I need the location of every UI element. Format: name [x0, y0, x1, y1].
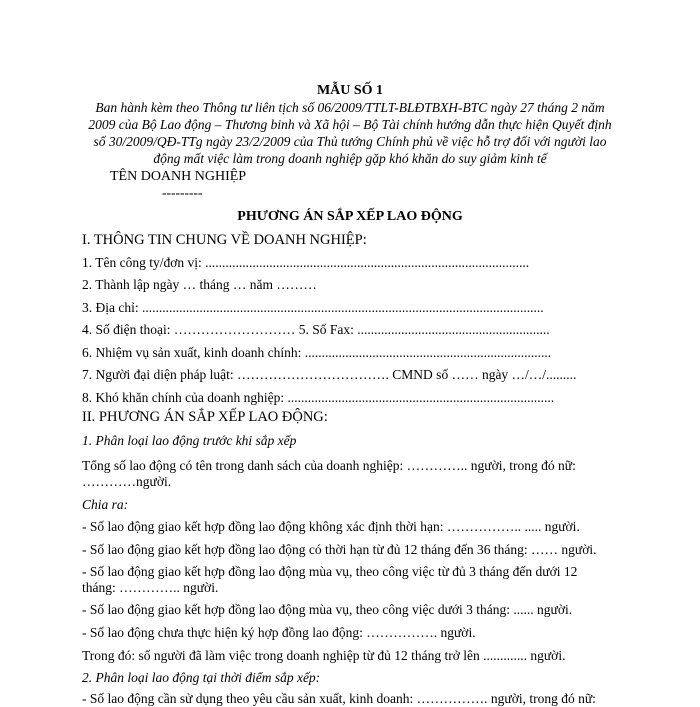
breakdown-item-4: - Số lao động giao kết hợp đồng lao động mùa vụ, theo công việc dưới 3 tháng: ...... người.: [82, 602, 573, 617]
total-workers-line-1: Tổng số lao động có tên trong danh sách của doanh nghiệp: ………….. người, trong đó nữ:: [82, 458, 576, 473]
breakdown-item-3-line-1: - Số lao động giao kết hợp đồng lao động mùa vụ, theo công việc từ đủ 3 tháng đến dưới 12: [82, 564, 578, 579]
company-separator: ---------: [162, 185, 203, 200]
issued-note-line-3: số 30/2009/QĐ-TTg ngày 23/2/2009 của Thủ tướng Chính phủ về việc hỗ trợ đối với người lao: [93, 134, 607, 149]
total-workers-line-2: …………người.: [82, 474, 172, 489]
founded-date-field: 2. Thành lập ngày … tháng … năm ………: [82, 277, 317, 292]
phone-fax-field: 4. Số điện thoại: ……………………… 5. Số Fax: .........................................................: [82, 322, 550, 337]
difficulties-field: 8. Khó khăn chính của doanh nghiệp: ...............................................................................: [82, 390, 555, 405]
business-field: 6. Nhiệm vụ sản xuất, kinh doanh chính: .........................................................................: [82, 345, 552, 360]
issued-note-line-1: Ban hành kèm theo Thông tư liên tịch số 06/2009/TTLT-BLĐTBXH-BTC ngày 27 tháng 2 năm: [95, 100, 605, 115]
breakdown-item-5: - Số lao động chưa thực hiện ký hợp đồng lao động: ……………. người.: [82, 625, 476, 640]
subsection2-item-1: - Số lao động cần sử dụng theo yêu cầu sản xuất, kinh doanh: ……………. người, trong đó nữ:: [82, 691, 596, 706]
tenure-note: Trong đó: số người đã làm việc trong doanh nghiệp từ đủ 12 tháng trở lên ............. người.: [82, 648, 566, 663]
form-code: MẪU SỐ 1: [316, 83, 384, 98]
company-name-field: 1. Tên công ty/đơn vị: ................................................................................................: [82, 255, 530, 270]
breakdown-label: Chia ra:: [82, 497, 129, 512]
company-label: TÊN DOANH NGHIỆP: [110, 169, 247, 184]
legal-representative-field: 7. Người đại diện pháp luật: ……………………………. CMND số …… ngày …/…/.........: [82, 367, 577, 382]
breakdown-item-2: - Số lao động giao kết hợp đồng lao động có thời hạn từ đủ 12 tháng đến 36 tháng: …… người.: [82, 542, 597, 557]
section2-heading: II. PHƯƠNG ÁN SẮP XẾP LAO ĐỘNG:: [82, 409, 328, 425]
subsection2-heading: 2. Phân loại lao động tại thời điểm sắp xếp:: [82, 670, 321, 685]
breakdown-item-1: - Số lao động giao kết hợp đồng lao động không xác định thời hạn: …………….. ..... người.: [82, 519, 580, 534]
breakdown-item-3-line-2: tháng: ………….. người.: [82, 580, 219, 595]
address-field: 3. Địa chỉ: .......................................................................................................................: [82, 300, 544, 315]
plan-title: PHƯƠNG ÁN SẮP XẾP LAO ĐỘNG: [237, 209, 463, 224]
section1-heading: I. THÔNG TIN CHUNG VỀ DOANH NGHIỆP:: [82, 232, 367, 248]
issued-note-line-4: động mất việc làm trong doanh nghiệp gặp khó khăn do suy giảm kinh tế: [153, 151, 547, 166]
issued-note-line-2: 2009 của Bộ Lao động – Thương binh và Xã hội – Bộ Tài chính hướng dẫn thực hiện Quyết định: [88, 117, 612, 132]
subsection1-heading: 1. Phân loại lao động trước khi sắp xếp: [82, 433, 297, 448]
